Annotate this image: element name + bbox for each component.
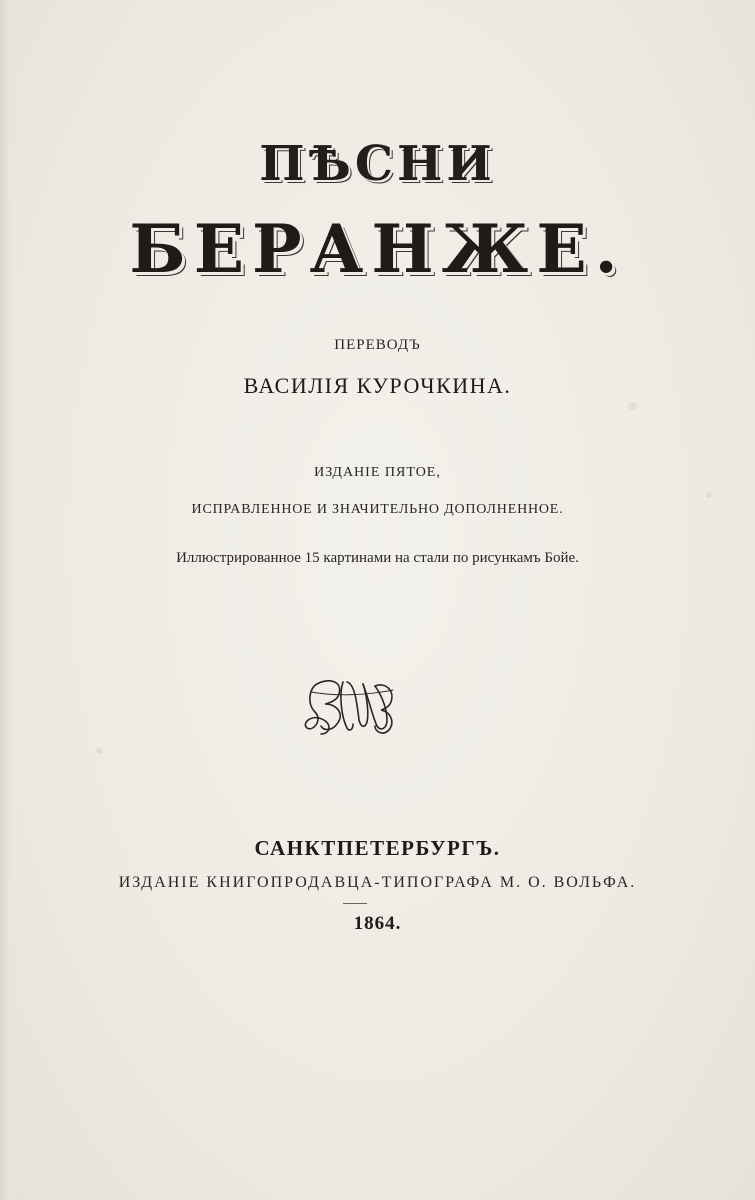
translator-name: ВАСИЛІЯ КУРОЧКИНА. xyxy=(243,373,512,398)
imprint-divider xyxy=(343,903,367,904)
imprint-city: САНКТПЕТЕРБУРГЪ. xyxy=(254,836,501,860)
imprint-year: 1864. xyxy=(353,913,402,934)
foxing-spot xyxy=(96,748,103,754)
title-line-1: ПѢСНИ xyxy=(259,136,496,192)
translation-label: ПЕРЕВОДЪ xyxy=(334,337,421,353)
foxing-spot xyxy=(628,402,637,410)
imprint-publisher: ИЗДАНІЕ КНИГОПРОДАВЦА-ТИПОГРАФА М. О. ВОЛЬФА. xyxy=(118,874,637,891)
publisher-monogram-icon xyxy=(303,670,397,740)
foxing-spot xyxy=(706,492,712,498)
illustration-note: Иллюстрированное 15 картинами на стали по рисункамъ Бойе. xyxy=(176,550,579,566)
title-line-2: БЕРАНЖЕ. xyxy=(129,210,626,288)
edition-number: ИЗДАНІЕ ПЯТОЕ, xyxy=(314,465,441,480)
edition-revision: ИСПРАВЛЕННОЕ И ЗНАЧИТЕЛЬНО ДОПОЛНЕННОЕ. xyxy=(191,502,564,517)
